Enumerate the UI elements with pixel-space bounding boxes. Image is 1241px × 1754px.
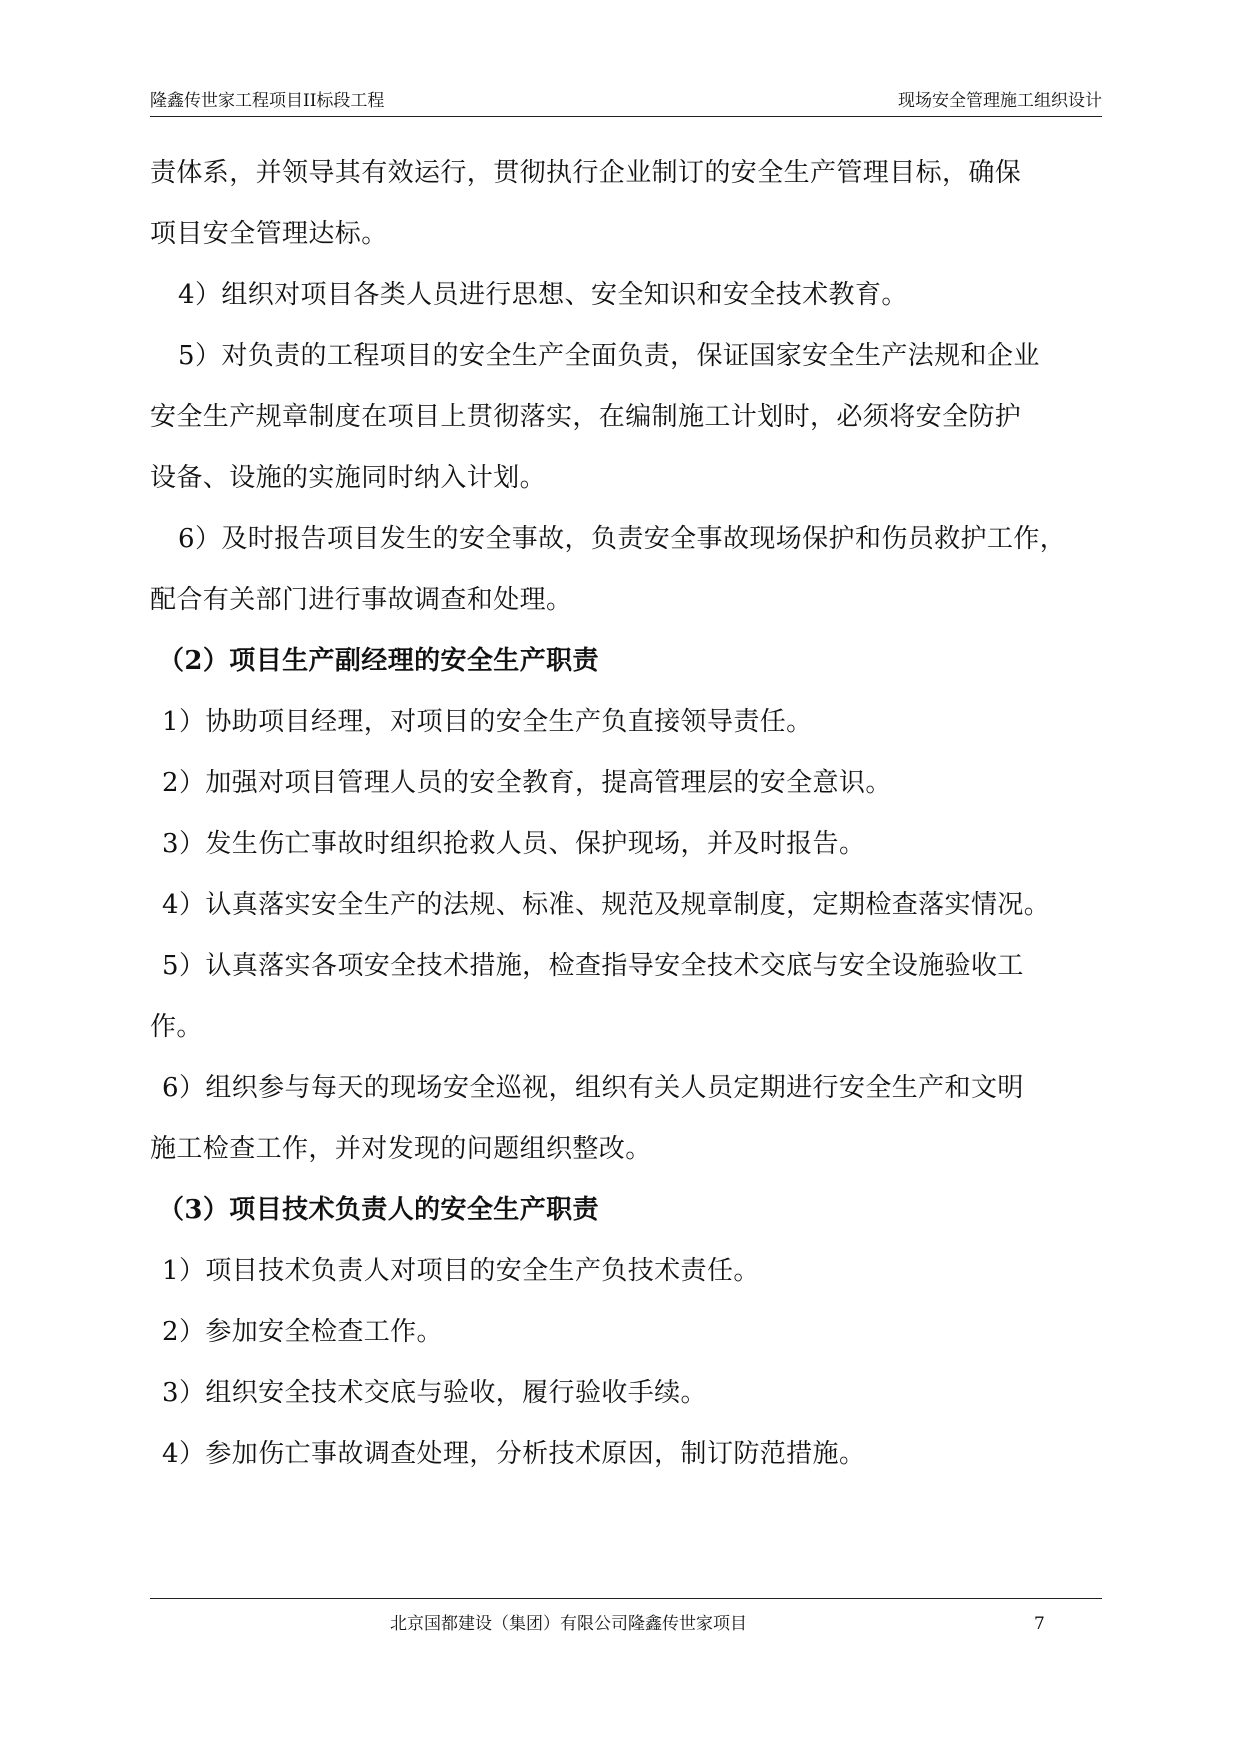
body-line: 2）加强对项目管理人员的安全教育，提高管理层的安全意识。 xyxy=(162,768,892,798)
body-line: 4）参加伤亡事故调查处理，分析技术原因，制订防范措施。 xyxy=(162,1439,866,1469)
body-line: 2）参加安全检查工作。 xyxy=(162,1317,443,1347)
body-line: 1）项目技术负责人对项目的安全生产负技术责任。 xyxy=(162,1256,760,1286)
header-project-title: 隆鑫传世家工程项目II标段工程 xyxy=(150,91,385,111)
body-line: 6）组织参与每天的现场安全巡视，组织有关人员定期进行安全生产和文明 xyxy=(162,1073,1024,1103)
page-header xyxy=(150,86,1102,116)
section-heading: （2）项目生产副经理的安全生产职责 xyxy=(158,646,599,676)
body-line: 配合有关部门进行事故调查和处理。 xyxy=(150,585,573,615)
header-divider xyxy=(150,116,1102,117)
footer-divider xyxy=(150,1598,1102,1599)
body-line: 5）对负责的工程项目的安全生产全面负责，保证国家安全生产法规和企业 xyxy=(178,341,1040,371)
body-line: 1）协助项目经理，对项目的安全生产负直接领导责任。 xyxy=(162,707,813,737)
body-line: 项目安全管理达标。 xyxy=(150,219,388,249)
body-line: 安全生产规章制度在项目上贯彻落实，在编制施工计划时，必须将安全防护 xyxy=(150,402,1022,432)
document-body xyxy=(150,158,1122,1500)
section-heading: （3）项目技术负责人的安全生产职责 xyxy=(158,1195,599,1225)
body-line: 4）认真落实安全生产的法规、标准、规范及规章制度，定期检查落实情况。 xyxy=(162,890,1051,920)
body-line: 责体系，并领导其有效运行，贯彻执行企业制订的安全生产管理目标，确保 xyxy=(150,158,1022,188)
body-line: 5）认真落实各项安全技术措施，检查指导安全技术交底与安全设施验收工 xyxy=(162,951,1024,981)
header-document-title: 现场安全管理施工组织设计 xyxy=(898,91,1102,111)
body-line: 4）组织对项目各类人员进行思想、安全知识和安全技术教育。 xyxy=(178,280,908,310)
body-line: 3）组织安全技术交底与验收，履行验收手续。 xyxy=(162,1378,707,1408)
footer-company: 北京国都建设（集团）有限公司隆鑫传世家项目 xyxy=(390,1614,747,1634)
body-line: 设备、设施的实施同时纳入计划。 xyxy=(150,463,547,493)
body-line: 作。 xyxy=(150,1012,203,1042)
page-number: 7 xyxy=(1034,1614,1045,1634)
body-line: 施工检查工作，并对发现的问题组织整改。 xyxy=(150,1134,652,1164)
body-line: 6）及时报告项目发生的安全事故，负责安全事故现场保护和伤员救护工作， xyxy=(178,524,1067,554)
body-line: 3）发生伤亡事故时组织抢救人员、保护现场，并及时报告。 xyxy=(162,829,866,859)
